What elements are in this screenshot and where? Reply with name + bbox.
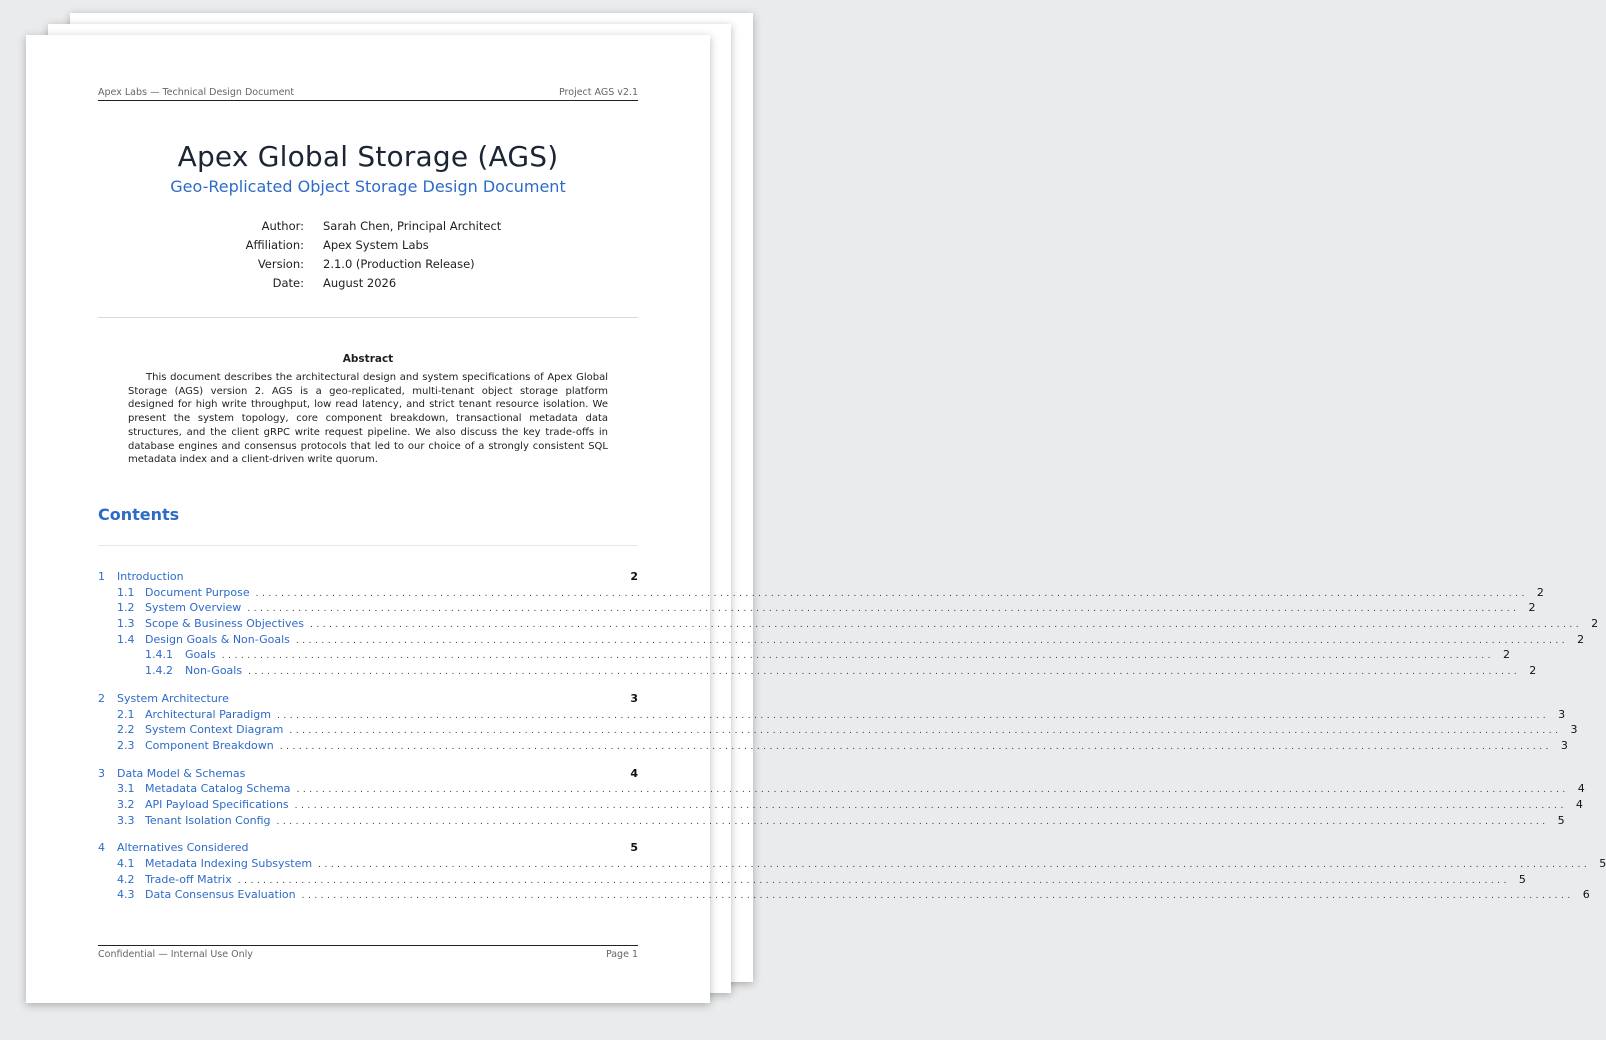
toc-entry-title[interactable]: Design Goals & Non-Goals [145, 632, 290, 646]
toc-entry-title[interactable]: Scope & Business Objectives [145, 617, 304, 631]
toc-leader-dots: ........................................................................................................................................................................................................ [277, 710, 1550, 721]
toc-subsection-entry[interactable] [98, 647, 1510, 663]
toc-entry-number: 1.4.2 [145, 664, 173, 678]
toc-page-number: 2 [1577, 632, 1585, 646]
toc-leader-dots: ........................................................................................................................................................................................................ [318, 860, 1591, 870]
toc-entry-number: 2.2 [117, 723, 135, 737]
toc-entry-number: 2.3 [117, 738, 135, 752]
toc-subsection-entry[interactable] [98, 585, 1544, 601]
toc-entry-title[interactable]: Data Model & Schemas [117, 766, 246, 780]
toc-entry-title[interactable]: Architectural Paradigm [145, 707, 271, 721]
meta-label: Author: [261, 219, 304, 233]
toc-page-number: 4 [630, 766, 638, 780]
toc-leader-dots: ........................................................................................................................................................................................................ [276, 816, 1549, 827]
toc-leader-dots: ........................................................................................................................................................................................................ [294, 800, 1567, 811]
toc-section-group [98, 840, 1606, 903]
running-header [98, 87, 638, 101]
header-left: Apex Labs — Technical Design Document [98, 87, 295, 98]
toc-subsection-entry[interactable] [98, 707, 1566, 723]
toc-leader-dots: ........................................................................................................................................................................................................ [247, 604, 1520, 615]
toc-entry-number: 1.4 [117, 632, 135, 646]
title-divider [98, 317, 638, 318]
toc-entry-title[interactable]: Component Breakdown [145, 738, 274, 752]
toc-entry-number: 4 [98, 841, 105, 855]
toc-page-number: 5 [1599, 857, 1606, 870]
toc-section-entry[interactable] [98, 766, 638, 782]
toc-entry-number: 1.4.1 [145, 648, 173, 662]
toc-page-number: 2 [1536, 585, 1544, 599]
toc-entry-number: 4.3 [117, 888, 135, 902]
document-metadata [98, 217, 638, 293]
meta-label: Affiliation: [245, 238, 304, 252]
toc-section-group [98, 691, 1578, 754]
toc-page-number: 4 [1577, 782, 1585, 796]
toc-subsection-entry[interactable] [98, 632, 1585, 648]
toc-entry-number: 1 [98, 570, 105, 583]
contents-heading: Contents [98, 505, 180, 524]
meta-label: Version: [257, 257, 304, 271]
toc-page-number: 2 [1529, 664, 1537, 678]
toc-leader-dots: ........................................................................................................................................................................................................ [255, 588, 1528, 599]
toc-entry-number: 1.3 [117, 617, 135, 631]
toc-leader-dots: ........................................................................................................................................................................................................ [289, 726, 1562, 737]
toc-subsection-entry[interactable] [98, 722, 1578, 738]
toc-subsection-entry[interactable] [98, 856, 1606, 872]
meta-label: Date: [272, 276, 304, 290]
toc-entry-number: 4.1 [117, 857, 135, 870]
toc-page-number: 3 [1570, 723, 1578, 737]
meta-row-version [98, 255, 638, 274]
toc-entry-number: 4.2 [117, 872, 135, 886]
page-content [98, 35, 1606, 1003]
toc-page-number: 5 [630, 841, 638, 855]
toc-entry-title[interactable]: System Overview [145, 601, 242, 615]
meta-row-affiliation [98, 236, 638, 255]
contents-divider [98, 545, 638, 546]
toc-entry-number: 2.1 [117, 707, 135, 721]
toc-page-number: 2 [630, 570, 638, 583]
abstract-title: Abstract [342, 353, 394, 365]
toc-subsection-entry[interactable] [98, 813, 1565, 829]
toc-entry-title[interactable]: Metadata Catalog Schema [145, 782, 291, 796]
document-title: Apex Global Storage (AGS) [177, 140, 559, 173]
toc-entry-title[interactable]: Introduction [117, 570, 184, 583]
toc-entry-title[interactable]: Trade-off Matrix [145, 872, 232, 886]
toc-page-number: 4 [1575, 797, 1583, 811]
toc-subsection-entry[interactable] [98, 781, 1585, 797]
toc-entry-title[interactable]: System Context Diagram [145, 723, 284, 737]
meta-value: Sarah Chen, Principal Architect [323, 219, 502, 233]
toc-entry-title[interactable]: System Architecture [117, 691, 229, 705]
toc-subsection-entry[interactable] [98, 887, 1590, 903]
toc-entry-title[interactable]: Goals [185, 648, 216, 662]
table-of-contents [98, 569, 1606, 915]
toc-entry-title[interactable]: Document Purpose [145, 585, 250, 599]
toc-page-number: 2 [1528, 601, 1536, 615]
toc-entry-title[interactable]: Tenant Isolation Config [145, 813, 271, 827]
document-subtitle: Geo-Replicated Object Storage Design Document [170, 177, 566, 196]
toc-entry-number: 3.3 [117, 813, 135, 827]
footer-right: Page 1 [605, 949, 638, 960]
toc-page-number: 5 [1557, 813, 1565, 827]
abstract [128, 353, 608, 467]
toc-entry-number: 3.1 [117, 782, 135, 796]
toc-subsection-entry[interactable] [98, 663, 1537, 679]
toc-page-number: 3 [1558, 707, 1566, 721]
running-footer [98, 945, 638, 960]
footer-left: Confidential — Internal Use Only [98, 949, 253, 960]
toc-section-entry[interactable] [98, 840, 638, 856]
toc-page-number: 2 [1502, 648, 1510, 662]
toc-subsection-entry[interactable] [98, 872, 1526, 888]
toc-section-entry[interactable] [98, 691, 638, 707]
toc-page-number: 3 [630, 691, 638, 705]
toc-leader-dots: ........................................................................................................................................................................................................ [296, 785, 1569, 796]
toc-subsection-entry[interactable] [98, 797, 1583, 813]
toc-entry-number: 3 [98, 766, 105, 780]
toc-section-group [98, 766, 1585, 829]
toc-leader-dots: ........................................................................................................................................................................................................ [295, 635, 1569, 646]
toc-subsection-entry[interactable] [98, 600, 1536, 616]
toc-leader-dots: ........................................................................................................................................................................................................ [237, 875, 1510, 886]
toc-entry-number: 3.2 [117, 797, 135, 811]
meta-value: Apex System Labs [323, 238, 429, 252]
meta-value: August 2026 [323, 276, 397, 290]
header-right: Project AGS v2.1 [559, 87, 638, 98]
toc-entry-title[interactable]: Alternatives Considered [117, 841, 249, 855]
toc-leader-dots: ........................................................................................................................................................................................................ [221, 651, 1494, 662]
toc-subsection-entry[interactable] [98, 738, 1568, 754]
toc-leader-dots: ........................................................................................................................................................................................................ [309, 620, 1583, 631]
toc-entry-number: 2 [98, 691, 105, 705]
abstract-text: This document describes the architectural design and system specifications of Apex Global Storage (AGS) version 2. AGS is a geo-replicated, multi-tenant object storage platform designed for high write throughput, low read latency, and strict tenant resource isolation. We present the system topology, core component breakdown, transactional metadata data structures, and the client gRPC write request pipeline. We also discuss the key trade-offs in database engines and consensus protocols that led to our choice of a strongly consistent SQL metadata index and a client-driven write quorum. [128, 372, 608, 466]
toc-section-entry[interactable] [98, 569, 638, 585]
meta-row-author [98, 217, 638, 236]
toc-entry-number: 1.2 [117, 601, 135, 615]
toc-leader-dots: ........................................................................................................................................................................................................ [279, 741, 1552, 752]
toc-section-group [98, 569, 1599, 679]
toc-leader-dots: ........................................................................................................................................................................................................ [301, 891, 1574, 902]
toc-entry-title[interactable]: Metadata Indexing Subsystem [145, 857, 313, 870]
title-block [98, 139, 638, 198]
toc-entry-title[interactable]: Non-Goals [185, 664, 243, 678]
meta-row-date [98, 274, 638, 293]
meta-value: 2.1.0 (Production Release) [323, 257, 475, 271]
toc-page-number: 5 [1518, 872, 1526, 886]
toc-entry-title[interactable]: API Payload Specifications [145, 797, 289, 811]
toc-entry-number: 1.1 [117, 585, 135, 599]
toc-page-number: 3 [1560, 738, 1568, 752]
document-page [26, 35, 1606, 1003]
toc-entry-title[interactable]: Data Consensus Evaluation [145, 888, 296, 902]
toc-leader-dots: ........................................................................................................................................................................................................ [248, 667, 1521, 678]
toc-page-number: 6 [1582, 888, 1590, 902]
toc-page-number: 2 [1591, 617, 1599, 631]
toc-subsection-entry[interactable] [98, 616, 1599, 632]
